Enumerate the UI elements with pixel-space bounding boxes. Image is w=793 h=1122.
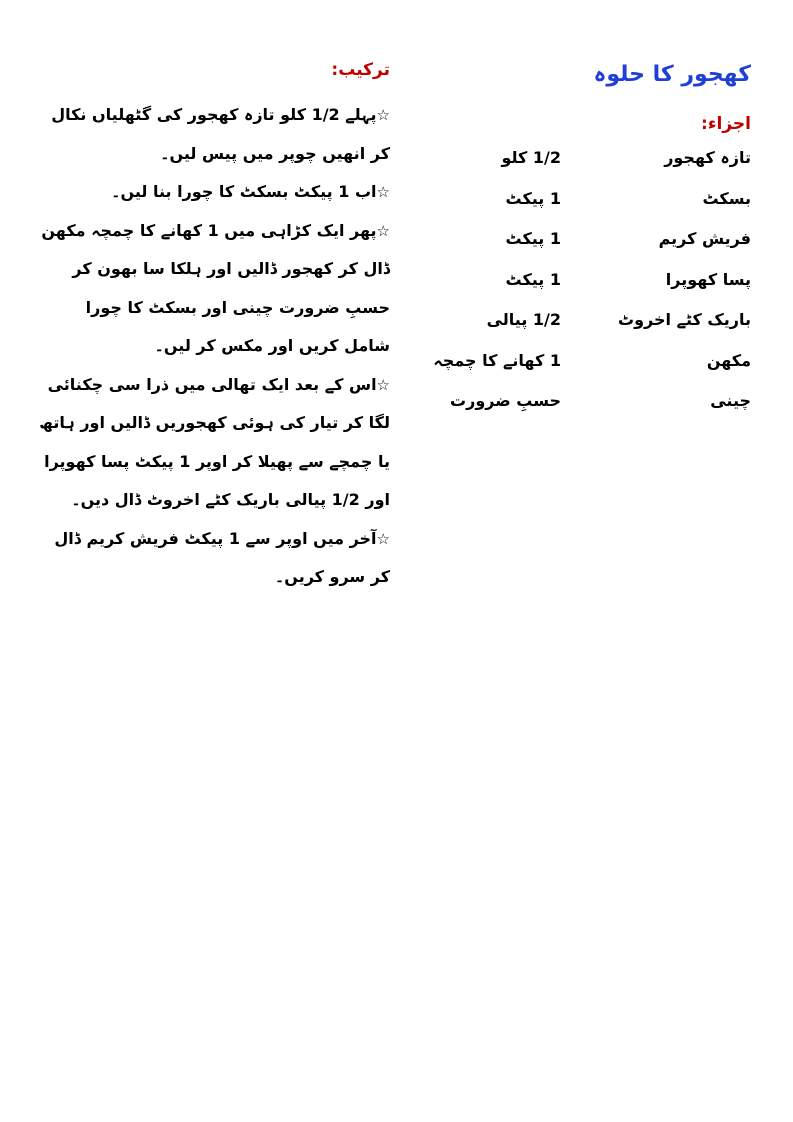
ingredient-quantity: 1/2 کلو [501, 148, 561, 167]
method-step [36, 173, 390, 212]
recipe-title: کھجور کا حلوہ [593, 62, 751, 87]
ingredients-list [433, 148, 751, 432]
ingredient-name: بسکٹ [702, 188, 751, 208]
ingredient-name: پسا کھوپرا [665, 269, 751, 289]
ingredient-row [441, 148, 751, 189]
method-step [36, 520, 390, 597]
method-steps [36, 96, 390, 597]
star-icon: ☆ [376, 221, 390, 240]
ingredients-heading: اجزاء: [701, 114, 751, 134]
method-step-text: آخر میں اوپر سے 1 پیکٹ فریش کریم ڈال کر سرو کریں۔ [54, 528, 390, 586]
ingredient-quantity: 1 پیکٹ [505, 229, 561, 248]
method-step-text: اس کے بعد ایک تھالی میں ذرا سی چکنائی لگا کر تیار کی ہوئی کھجوریں ڈالیں اور ہاتھ یا چمچے سے پھیلا کر اوپر 1 پیکٹ پسا کھوپرا اور 1/2 پیالی باریک کٹے اخروٹ ڈال دیں۔ [39, 374, 390, 509]
ingredient-name: چینی [710, 391, 751, 410]
method-heading: ترکیب: [331, 60, 390, 80]
ingredient-row [441, 270, 751, 311]
ingredient-row [441, 229, 751, 270]
ingredient-quantity: 1 پیکٹ [505, 188, 561, 208]
method-step-text: پہلے 1/2 کلو تازہ کھجور کی گٹھلیاں نکال کر انھیں چوپر میں پیس لیں۔ [51, 105, 390, 163]
method-step [36, 366, 390, 520]
ingredient-row [441, 189, 751, 230]
method-step [36, 96, 390, 173]
ingredient-quantity: 1 پیکٹ [505, 269, 561, 289]
ingredient-row [441, 310, 751, 351]
method-step [36, 212, 390, 366]
ingredient-name: فریش کریم [658, 229, 751, 248]
ingredient-row [441, 391, 751, 432]
star-icon: ☆ [376, 529, 390, 548]
method-step-text: اب 1 پیکٹ بسکٹ کا چورا بنا لیں۔ [111, 182, 377, 201]
ingredient-quantity: 1/2 پیالی [486, 310, 561, 329]
method-step-text: پھر ایک کڑاہی میں 1 کھانے کا چمچہ مکھن ڈال کر کھجور ڈالیں اور ہلکا سا بھون کر حسبِ ضرورت چینی اور بسکٹ کا چورا شامل کریں اور مکس کر لیں۔ [41, 220, 390, 355]
star-icon: ☆ [376, 106, 390, 124]
ingredient-name: باریک کٹے اخروٹ [618, 310, 751, 329]
ingredient-name: مکھن [706, 350, 751, 370]
ingredient-name: تازہ کھجور [664, 148, 751, 167]
ingredient-quantity: حسبِ ضرورت [450, 391, 561, 410]
star-icon: ☆ [376, 375, 390, 394]
ingredient-quantity: 1 کھانے کا چمچہ [433, 350, 561, 370]
star-icon: ☆ [376, 183, 390, 201]
ingredient-row [433, 350, 751, 392]
